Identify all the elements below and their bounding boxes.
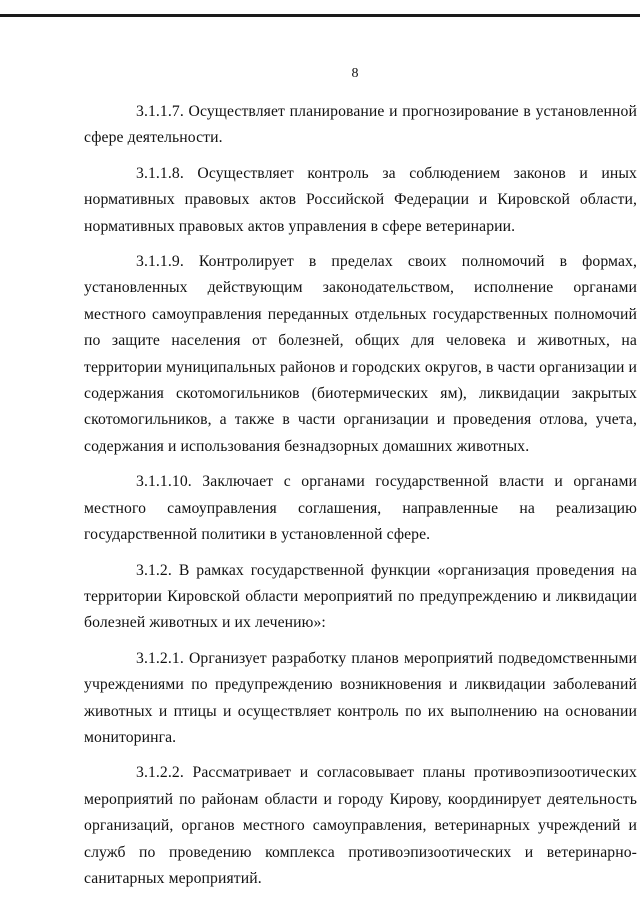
paragraph-3-1-1-9: 3.1.1.9. Контролирует в пределах своих полномочий в формах, установленных действующим законодательством, исполнение органами местного самоуправления переданных отдельных государственных полномочий по защите населения от болезней, общих для человека и животных, на территории муниципальных районов и городских округов, в части организации и содержания скотомогильников (биотермических ям), ликвидации закрытых скотомогильников, а также в части организации и проведения отлова, учета, содержания и использования безнадзорных домашних животных. [84, 253, 637, 455]
paragraph-3-1-2: 3.1.2. В рамках государственной функции «организация проведения на территории Кировской области мероприятий по предупреждению и ликвидации болезней животных и их лечению»: [84, 561, 637, 632]
document-body [84, 99, 637, 901]
paragraph-3-1-2-1: 3.1.2.1. Организует разработку планов мероприятий подведомственными учреждениями по предупреждению возникновения и ликвидации заболеваний животных и птицы и осуществляет контроль по их выполнению на основании мониторинга. [84, 649, 637, 746]
paragraph-3-1-1-7: 3.1.1.7. Осуществляет планирование и прогнозирование в установленной сфере деятельности. [84, 103, 637, 147]
paragraph-3-1-1-10: 3.1.1.10. Заключает с органами государственной власти и органами местного самоуправления соглашения, направленные на реализацию государственной политики в установленной сфере. [84, 473, 637, 544]
paragraph-3-1-1-8: 3.1.1.8. Осуществляет контроль за соблюдением законов и иных нормативных правовых актов Российской Федерации и Кировской области, нормативных правовых актов управления в сфере ветеринарии. [84, 164, 637, 235]
paragraph-3-1-2-2: 3.1.2.2. Рассматривает и согласовывает планы противоэпизоотических мероприятий по районам области и городу Кирову, координирует деятельность организаций, органов местного самоуправления, ветеринарных учреждений и служб по проведению комплекса противоэпизоотических и ветеринарно-санитарных мероприятий. [84, 764, 637, 887]
top-border-line [0, 14, 640, 17]
page-number: 8 [351, 66, 359, 81]
